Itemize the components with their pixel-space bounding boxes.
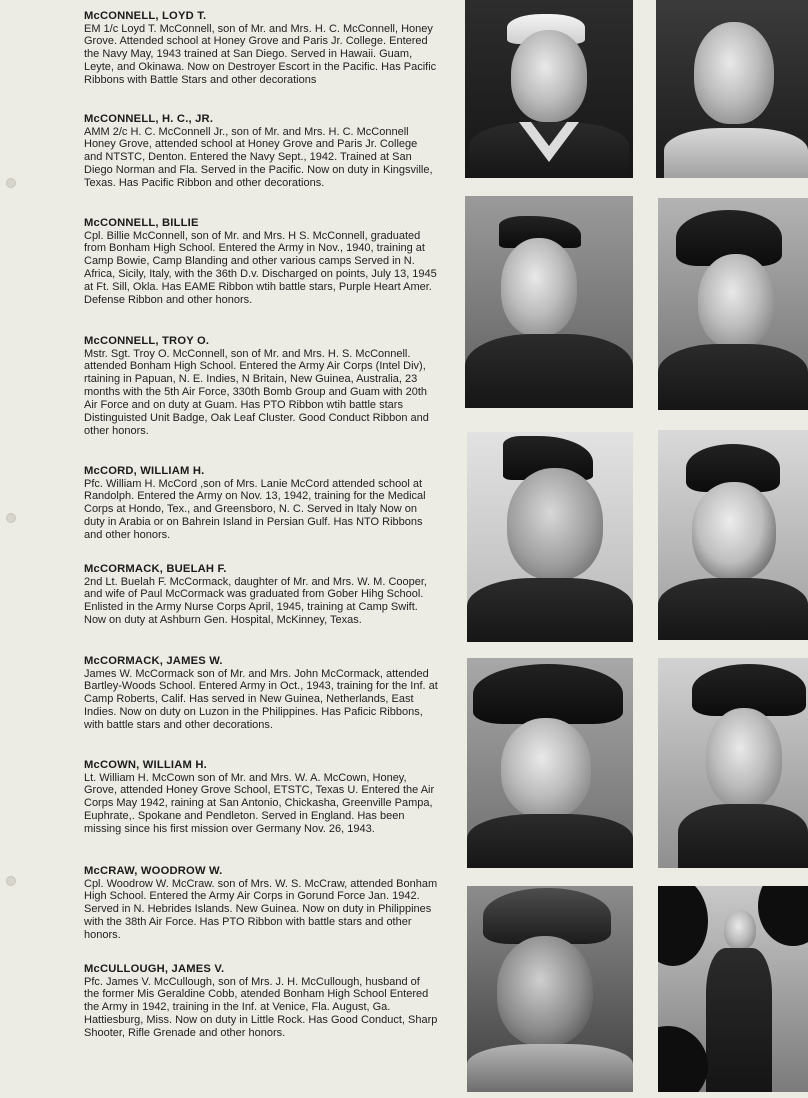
uniform-shape <box>658 344 808 410</box>
portrait-photo <box>467 658 633 868</box>
entry-mcconnell-billie <box>84 217 438 335</box>
portrait-photo <box>658 430 808 640</box>
face-shape <box>724 910 756 950</box>
entry-mcconnell-hc <box>84 113 438 217</box>
portrait-photo <box>658 658 808 868</box>
face-shape <box>706 708 782 808</box>
entry-name: McCONNELL, LOYD T. <box>84 10 207 22</box>
entry-name: McCORMACK, BUELAH F. <box>84 563 227 575</box>
entry-mccormack-james <box>84 655 438 759</box>
portrait-photo <box>656 0 808 178</box>
entry-bio: EM 1/c Loyd T. McConnell, son of Mr. and Mrs. H. C. McConnell, Honey Grove. Attended school at Honey Grove and Paris Jr. College. Entered the Navy May, 1943 trained at San Diego. Served in Hawaii. Guam, Leyte, and Okinawa. Now on Destroyer Escort in the Pacific. Has Pacific Ribbons with Battle Stars and other decorations <box>84 22 437 87</box>
palm-tree-shape <box>658 1026 708 1092</box>
uniform-shape <box>467 814 633 868</box>
entry-bio: AMM 2/c H. C. McConnell Jr., son of Mr. and Mrs. H. C. McConnell Honey Grove, attended school at Honey Grove and Paris Jr. College and NTSTC, Denton. Entered the Navy Sept., 1942. Trained at San Diego Norman and Fla. Served in the Pacific. Now on duty in Kingsville, Texas. Has Pacific Ribbon and other decorations. <box>84 125 433 190</box>
face-shape <box>501 238 577 336</box>
entry-name: McCONNELL, TROY O. <box>84 335 210 347</box>
face-shape <box>698 254 774 348</box>
entry-name: McCRAW, WOODROW W. <box>84 865 223 877</box>
face-shape <box>692 482 776 580</box>
uniform-shape <box>465 334 633 408</box>
entry-bio: Pfc. James V. McCullough, son of Mrs. J. H. McCullough, husband of the former Mis Geraldine Cobb, atended Bonham High School Entered the Army in 1942, training in the Inf. at Venice, Fla. August, Ga. Hattiesburg, Miss. Now on duty in Little Rock. Has Good Conduct, Sharp Shooter, Rifle Grenade and other honors. <box>84 975 438 1040</box>
uniform-shape <box>467 1044 633 1092</box>
entry-name: McCULLOUGH, JAMES V. <box>84 963 225 975</box>
uniform-shape <box>467 578 633 642</box>
uniform-shape <box>706 948 772 1092</box>
uniform-shape <box>678 804 808 868</box>
biography-column <box>84 10 438 1090</box>
entry-bio: Cpl. Billie McConnell, son of Mr. and Mrs. H S. McConnell, graduated from Bonham High School. Entered the Army in Nov., 1940, training at Camp Bowie, Camp Blanding and other various camps Served in N. Africa, Sicily, Italy, with the 36th D.v. Discharged on points, July 13, 1945 at Ft. Sill, Okla. Has EAME Ribbon wtih battle stars, Purple Heart Amer. Defense Ribbon and other honors. <box>84 229 437 307</box>
portrait-photo <box>465 196 633 408</box>
face-shape <box>694 22 774 124</box>
peaked-cap-shape <box>473 664 623 724</box>
portrait-photo <box>658 886 808 1092</box>
face-shape <box>497 936 593 1046</box>
binder-hole <box>6 513 16 523</box>
binder-hole <box>6 876 16 886</box>
entry-mcconnell-loyd <box>84 10 438 113</box>
uniform-shape <box>658 578 808 640</box>
entry-bio: Mstr. Sgt. Troy O. McConnell, son of Mr. and Mrs. H. S. McConnell. attended Bonham High School. Entered the Army Air Corps (Intel Div), rtaining in Papuan, N. E. Indies, N Britain, New Guinea, Australia, 23 months with the 5th Air Force, 330th Bomb Group and Guam with 20th Air Force and on duty at Guam. Has PTO Ribbon wtih battle stars Distinguisted Unit Badge, Oak Leaf Cluster. Good Conduct Ribbon and other honors. <box>84 347 429 437</box>
entry-name: McCOWN, WILLIAM H. <box>84 759 207 771</box>
portrait-photo <box>658 198 808 410</box>
entry-name: McCORD, WILLIAM H. <box>84 465 205 477</box>
entry-mccormack-buelah <box>84 563 438 655</box>
entry-name: McCORMACK, JAMES W. <box>84 655 223 667</box>
entry-bio: Lt. William H. McCown son of Mr. and Mrs. W. A. McCown, Honey, Grove, attended Honey Grove School, ETSTC, Texas U. Entered the Air Corps May 1942, raining at San Antonio, Chickasha, Greenville Pampa, Euphrate,. Spokane and Pendleton. Served in England. Has been missing since his first mission over Germany Nov. 26, 1943. <box>84 771 435 836</box>
portrait-photo <box>467 886 633 1092</box>
entry-bio: Pfc. William H. McCord ,son of Mrs. Lanie McCord attended school at Randolph. Entered the Army on Nov. 13, 1942, training for the Medical Corps at Hondo, Tex., and Greensboro, N. C. Served in Italy Now on duty in Arabia or on Bahrein Island in Persian Gulf. Has NTO Ribbons and other honors. <box>84 477 426 542</box>
palm-tree-shape <box>758 886 808 946</box>
entry-mccraw-woodrow <box>84 865 438 963</box>
entry-name: McCONNELL, H. C., JR. <box>84 113 214 125</box>
portrait-photo <box>465 0 633 178</box>
entry-mccord-william <box>84 465 438 563</box>
face-shape <box>511 30 587 122</box>
binder-hole <box>6 178 16 188</box>
entry-bio: James W. McCormack son of Mr. and Mrs. John McCormack, attended Bartley-Woods School. Entered Army in Oct., 1943, training for the Inf. at Camp Roberts, Calif. Has served in New Guinea, Netherlands, East Indies. Now on duty on Luzon in the Philippines. Has Paficic Ribbons, with battle stars and other decorations. <box>84 667 438 732</box>
entry-mccullough-james <box>84 963 438 1073</box>
entry-bio: Cpl. Woodrow W. McCraw. son of Mrs. W. S. McCraw, attended Bonham High School. Entered the Army Air Corps in Gorund Force Jan. 1942. Served in N. Hebrides Islands. New Guinea. Now on duty in Philippines with the 38th Air Force. Has PTO Ribbon with battle stars and other honors. <box>84 877 438 942</box>
entry-name: McCONNELL, BILLIE <box>84 217 199 229</box>
palm-tree-shape <box>658 886 708 966</box>
portrait-photo <box>467 432 633 642</box>
entry-bio: 2nd Lt. Buelah F. McCormack, daughter of Mr. and Mrs. W. M. Cooper, and wife of Paul McCormack was graduated from Gober Hihg School. Enlisted in the Army Nurse Corps April, 1945, training at Camp Swift. Now on duty at Ashburn Gen. Hospital, McKinney, Texas. <box>84 575 427 627</box>
entry-mccown-william <box>84 759 438 865</box>
uniform-shape <box>664 128 808 178</box>
face-shape <box>507 468 603 580</box>
face-shape <box>501 718 591 818</box>
entry-mcconnell-troy <box>84 335 438 465</box>
